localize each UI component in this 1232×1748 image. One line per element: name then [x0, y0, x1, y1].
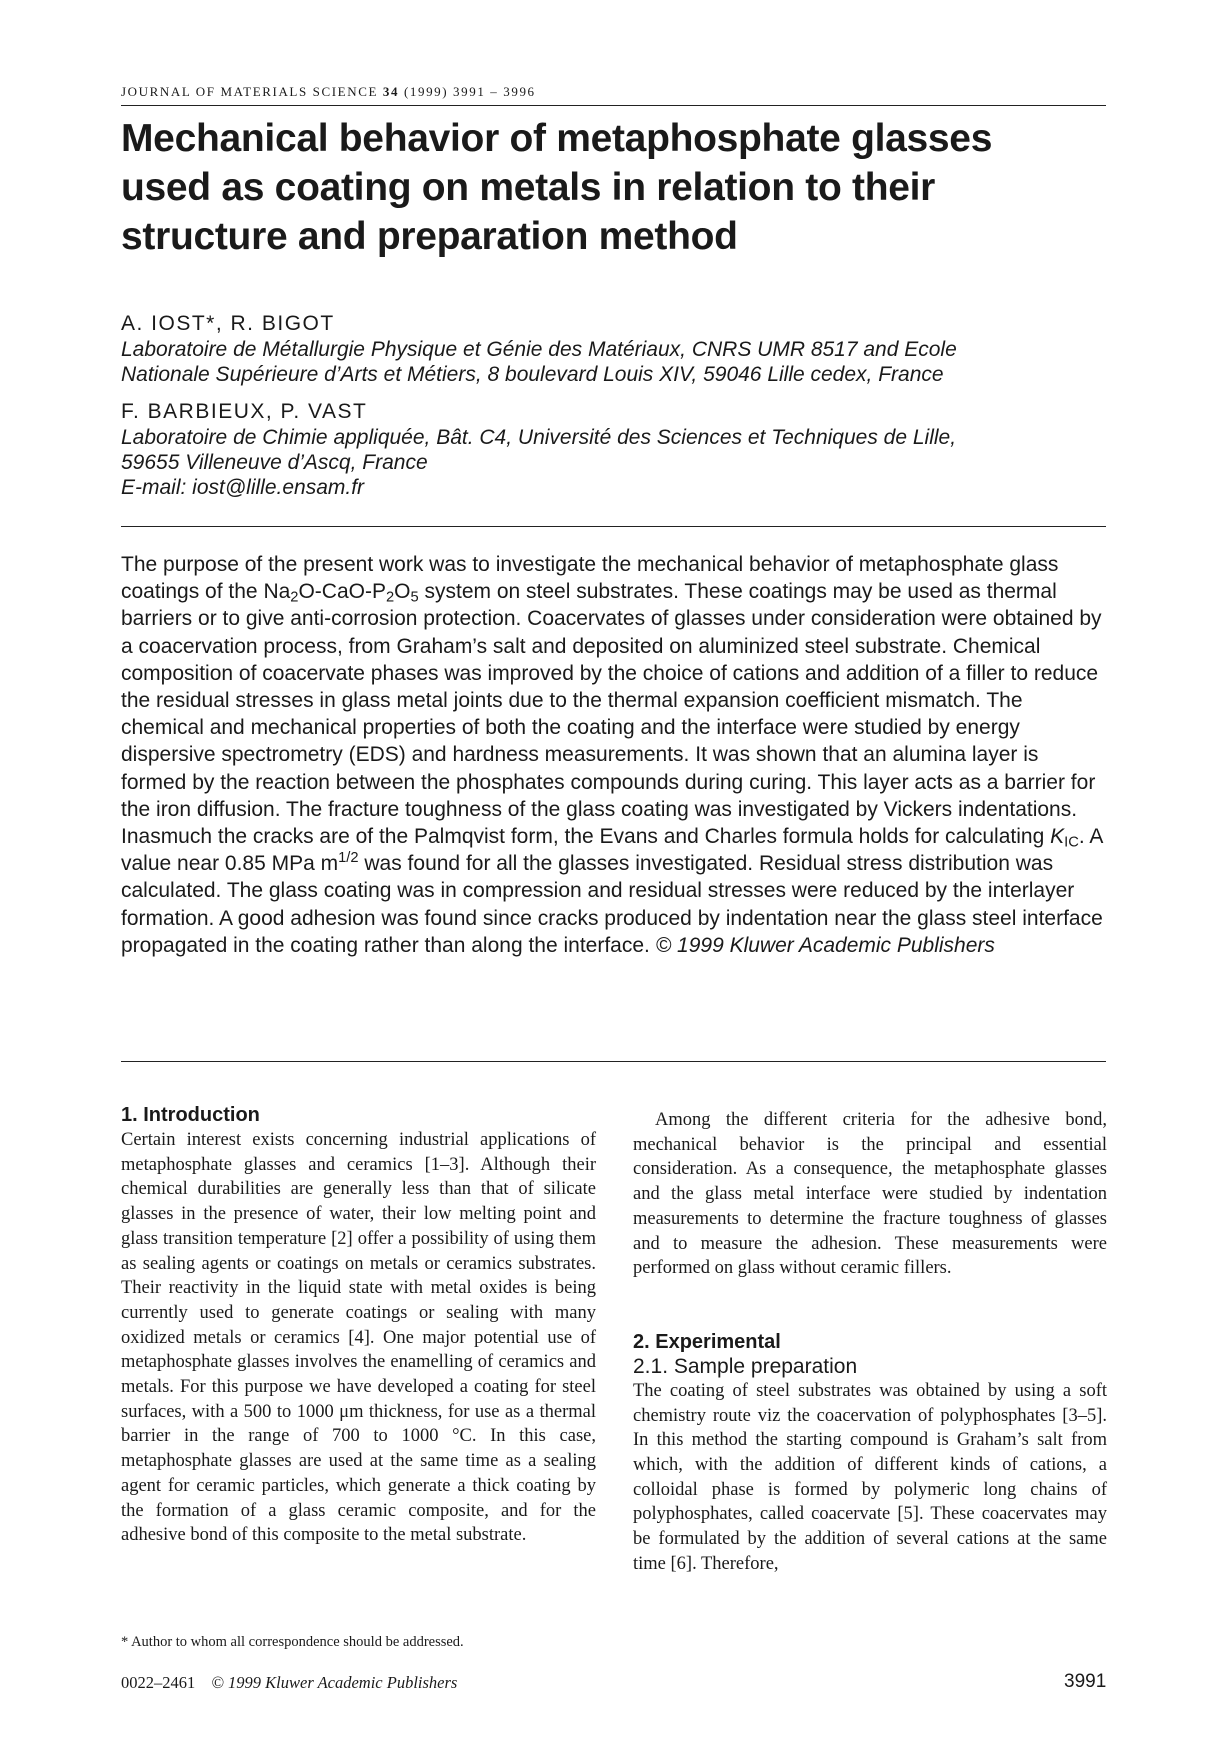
abstract-text-2: system on steel substrates. These coatings may be used as thermal barriers or to give anti-corrosion protection. Coacervates of glasses under consideration were obtained by a coacervation process, from Graham’s salt and deposited on aluminized steel substrate. Chemical composition of coacervate phases was improved by the choice of cations and addition of a filler to reduce the residual stresses in glass metal joints due to the thermal expansion coefficient mismatch. The chemical and mechanical properties of both the coating and the interface were studied by energy dispersive spectrometry (EDS) and hardness measurements. It was shown that an alumina layer is formed by the reaction between the phosphates compounds during curing. This layer acts as a barrier for the iron diffusion. The fracture toughness of the glass coating was investigated by Vickers indentations. Inasmuch the cracks are of the Palmqvist form, the Evans and Charles formula holds for calculating [121, 580, 1102, 849]
abstract-top-rule [121, 526, 1106, 527]
abstract-copyright: © 1999 Kluwer Academic Publishers [655, 933, 995, 957]
experimental-heading: 2. Experimental [633, 1330, 781, 1353]
author-names-2: F. BARBIEUX, P. VAST [121, 400, 368, 423]
abstract-bottom-rule [121, 1061, 1106, 1062]
affiliation-line: 59655 Villeneuve d’Ascq, France [121, 451, 428, 474]
left-column [121, 1106, 596, 1548]
abstract-text-4: was found for all the glasses investigated. Residual stress distribution was calculated. The glass coating was in compression and residual stresses were reduced by the interlayer formation. A good adhesion was found since cracks produced by indentation near the glass steel interface propagated in the coating rather than along the interface. [121, 852, 1103, 957]
affiliation-line: Laboratoire de Chimie appliquée, Bât. C4, Université des Sciences et Techniques de Lille, [121, 426, 957, 449]
k-subscript: IC [1064, 834, 1079, 851]
formula-o: O [394, 580, 411, 604]
k-symbol: K [1050, 825, 1065, 849]
email-line: E-mail: iost@lille.ensam.fr [121, 476, 365, 499]
right-paragraph-1: Among the different criteria for the adhesive bond, mechanical behavior is the principal and essential consideration. As a consequence, the metaphosphate glasses and the glass metal interface were studied by indentation measurements to determine the fracture toughness of glasses and to measure the adhesion. These measurements were performed on glass without ceramic fillers. [633, 1110, 1107, 1279]
issn: 0022–2461 [121, 1673, 196, 1692]
footnote: * Author to whom all correspondence should be addressed. [121, 1634, 464, 1650]
header-rule [121, 105, 1106, 106]
page-number: 3991 [1064, 1671, 1107, 1692]
abstract-text-3: . A value near 0.85 MPa m [121, 825, 1103, 876]
formula-sub: 5 [410, 589, 419, 606]
right-column [633, 1108, 1107, 1577]
affiliation-line: Laboratoire de Métallurgie Physique et Génie des Matériaux, CNRS UMR 8517 and Ecole [121, 338, 957, 361]
journal-volume: 34 [382, 84, 400, 99]
abstract [121, 551, 1109, 959]
journal-name: JOURNAL OF MATERIALS SCIENCE [121, 84, 379, 99]
intro-heading: 1. Introduction [121, 1104, 260, 1126]
title-line: structure and preparation method [121, 215, 738, 258]
formula-na: Na [263, 580, 291, 604]
formula-sub: 2 [290, 589, 299, 606]
journal-header [121, 84, 536, 100]
footer-left [121, 1673, 457, 1693]
affiliation-2 [121, 425, 1111, 500]
formula-sub: 2 [385, 589, 395, 606]
exponent: 1/2 [338, 850, 359, 867]
author-names-1: A. IOST*, R. BIGOT [121, 312, 335, 335]
affiliation-line: Nationale Supérieure d’Arts et Métiers, 8 boulevard Louis XIV, 59046 Lille cedex, France [121, 363, 944, 386]
title-line: Mechanical behavior of metaphosphate glasses [121, 117, 993, 160]
title-line: used as coating on metals in relation to their [121, 166, 936, 209]
affiliation-1 [121, 337, 1111, 387]
intro-text: Certain interest exists concerning industrial applications of metaphosphate glasses and ceramics [1–3]. Although their chemical durabilities are generally less than that of silicate glasses in the presence of water, their low melting point and glass transition temperature [2] offer a possibility of using them as sealing agents or coatings on metals or ceramics substrates. Their reactivity in the liquid state with metal oxides is being currently used to generate coatings or sealing with many oxidized metals or ceramics [4]. One major potential use of metaphosphate glasses involves the enamelling of ceramics and metals. For this purpose we have developed a coating for steel surfaces, with a 500 to 1000 μm thickness, for use as a thermal barrier in the range of 700 to 1000 °C. In this case, metaphosphate glasses are used at the same time as a sealing agent for ceramic particles, which generate a thick coating by the formation of a glass ceramic composite, and for the adhesive bond of this composite to the metal substrate. [121, 1130, 596, 1546]
abstract-text-1: The purpose of the present work was to investigate the mechanical behavior of metaphosphate glass coatings of the [121, 553, 1059, 604]
sample-preparation-subheading: 2.1. Sample preparation [633, 1354, 858, 1378]
paper-title [121, 114, 1111, 261]
journal-year-pages: (1999) 3991 – 3996 [403, 84, 536, 99]
footer-copyright: © 1999 Kluwer Academic Publishers [211, 1673, 458, 1692]
formula-mid: O-CaO-P [298, 580, 386, 604]
right-paragraph-2: The coating of steel substrates was obtained by using a soft chemistry route viz the coacervation of polyphosphates [3–5]. In this method the starting compound is Graham’s salt from which, with the addition of different kinds of cations, a colloidal phase is formed by polymeric long chains of polyphosphates, called coacervate [5]. These coacervates may be formulated by the addition of several cations at the same time [6]. Therefore, [633, 1380, 1107, 1574]
